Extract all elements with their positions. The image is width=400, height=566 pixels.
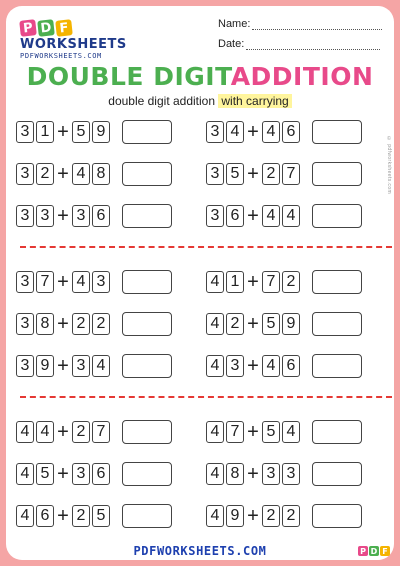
digit-box: 7: [36, 271, 54, 293]
digit-box: 2: [262, 505, 280, 527]
second-addend: [262, 505, 300, 527]
plus-sign: +: [57, 205, 69, 227]
first-addend: [16, 421, 54, 443]
addition-problem: [16, 120, 172, 144]
answer-box[interactable]: [312, 162, 362, 186]
addition-problem: [206, 504, 362, 528]
digit-box: 6: [226, 205, 244, 227]
first-addend: [206, 505, 244, 527]
digit-box: 4: [16, 463, 34, 485]
digit-box: 7: [262, 271, 280, 293]
name-label: Name:: [218, 18, 251, 30]
second-addend: [72, 505, 110, 527]
second-addend: [262, 205, 300, 227]
answer-box[interactable]: [122, 420, 172, 444]
digit-box: 4: [206, 421, 224, 443]
addition-problem: [16, 162, 172, 186]
addition-problem: [16, 312, 172, 336]
second-addend: [72, 121, 110, 143]
footer-site: PDFWORKSHEETS.COM: [133, 544, 267, 558]
plus-sign: +: [247, 163, 259, 185]
plus-sign: +: [57, 271, 69, 293]
answer-box[interactable]: [122, 204, 172, 228]
addition-problem: [206, 354, 362, 378]
addition-problem: [206, 162, 362, 186]
first-addend: [16, 505, 54, 527]
digit-box: 4: [16, 505, 34, 527]
logo-word: WORKSHEETS: [20, 37, 127, 52]
digit-box: 3: [226, 355, 244, 377]
plus-sign: +: [57, 313, 69, 335]
plus-sign: +: [57, 163, 69, 185]
first-addend: [206, 271, 244, 293]
name-line[interactable]: [252, 19, 382, 30]
addition-problem: [206, 270, 362, 294]
digit-box: 6: [282, 121, 300, 143]
second-addend: [72, 163, 110, 185]
digit-box: 6: [36, 505, 54, 527]
digit-box: 4: [72, 163, 90, 185]
addition-problem: [16, 204, 172, 228]
digit-box: 2: [92, 313, 110, 335]
addition-problem: [206, 462, 362, 486]
second-addend: [262, 121, 300, 143]
first-addend: [16, 313, 54, 335]
digit-box: 3: [206, 163, 224, 185]
plus-sign: +: [57, 463, 69, 485]
date-field[interactable]: [218, 38, 380, 50]
name-field[interactable]: [218, 18, 382, 30]
digit-box: 6: [282, 355, 300, 377]
digit-box: 4: [262, 121, 280, 143]
digit-box: 4: [92, 355, 110, 377]
digit-box: 8: [226, 463, 244, 485]
answer-box[interactable]: [312, 120, 362, 144]
answer-box[interactable]: [312, 354, 362, 378]
addition-problem: [206, 204, 362, 228]
answer-box[interactable]: [312, 204, 362, 228]
worksheet-sheet: [6, 6, 394, 560]
digit-box: 2: [72, 421, 90, 443]
addition-problem: [16, 354, 172, 378]
first-addend: [16, 463, 54, 485]
footer-logo-letter-p: P: [358, 546, 368, 556]
digit-box: 6: [92, 463, 110, 485]
digit-box: 2: [282, 505, 300, 527]
plus-sign: +: [247, 271, 259, 293]
plus-sign: +: [247, 505, 259, 527]
digit-box: 3: [36, 205, 54, 227]
pdf-worksheets-logo: [20, 20, 140, 62]
digit-box: 3: [16, 271, 34, 293]
answer-box[interactable]: [312, 270, 362, 294]
plus-sign: +: [57, 121, 69, 143]
answer-box[interactable]: [312, 504, 362, 528]
digit-box: 7: [282, 163, 300, 185]
digit-box: 3: [72, 463, 90, 485]
digit-box: 4: [226, 121, 244, 143]
second-addend: [72, 313, 110, 335]
logo-letter-p: P: [19, 19, 37, 37]
logo-letters: [20, 20, 140, 36]
addition-problem: [206, 312, 362, 336]
answer-box[interactable]: [312, 420, 362, 444]
digit-box: 3: [206, 121, 224, 143]
second-addend: [72, 205, 110, 227]
title-part-1: DOUBLE DIGIT: [26, 62, 231, 91]
digit-box: 4: [282, 205, 300, 227]
digit-box: 5: [226, 163, 244, 185]
digit-box: 4: [206, 505, 224, 527]
answer-box[interactable]: [122, 354, 172, 378]
second-addend: [262, 463, 300, 485]
logo-letter-d: D: [37, 19, 55, 37]
digit-box: 4: [206, 355, 224, 377]
addition-problem: [16, 420, 172, 444]
plus-sign: +: [247, 313, 259, 335]
digit-box: 9: [92, 121, 110, 143]
digit-box: 8: [36, 313, 54, 335]
first-addend: [206, 205, 244, 227]
first-addend: [206, 313, 244, 335]
digit-box: 5: [36, 463, 54, 485]
digit-box: 3: [262, 463, 280, 485]
date-line[interactable]: [246, 39, 380, 50]
plus-sign: +: [247, 463, 259, 485]
second-addend: [72, 355, 110, 377]
digit-box: 5: [92, 505, 110, 527]
subtitle-highlight: with carrying: [218, 94, 291, 108]
first-addend: [206, 355, 244, 377]
digit-box: 1: [36, 121, 54, 143]
digit-box: 2: [262, 163, 280, 185]
digit-box: 4: [206, 271, 224, 293]
plus-sign: +: [247, 121, 259, 143]
digit-box: 2: [36, 163, 54, 185]
digit-box: 2: [282, 271, 300, 293]
logo-site: PDFWORKSHEETS.COM: [20, 52, 102, 60]
digit-box: 9: [36, 355, 54, 377]
digit-box: 3: [16, 355, 34, 377]
second-addend: [72, 271, 110, 293]
digit-box: 3: [16, 205, 34, 227]
first-addend: [16, 121, 54, 143]
second-addend: [72, 421, 110, 443]
answer-box[interactable]: [122, 162, 172, 186]
first-addend: [206, 163, 244, 185]
second-addend: [262, 313, 300, 335]
digit-box: 1: [226, 271, 244, 293]
subtitle: [6, 94, 394, 108]
digit-box: 2: [72, 313, 90, 335]
second-addend: [262, 163, 300, 185]
page-title: [6, 62, 394, 92]
answer-box[interactable]: [312, 312, 362, 336]
second-addend: [262, 421, 300, 443]
digit-box: 2: [226, 313, 244, 335]
digit-box: 5: [72, 121, 90, 143]
footer-logo-letter-f: F: [380, 546, 390, 556]
answer-box[interactable]: [122, 270, 172, 294]
plus-sign: +: [247, 355, 259, 377]
subtitle-text: double digit addition: [108, 94, 216, 108]
digit-box: 4: [206, 463, 224, 485]
plus-sign: +: [247, 205, 259, 227]
digit-box: 7: [226, 421, 244, 443]
digit-box: 9: [282, 313, 300, 335]
answer-box[interactable]: [122, 312, 172, 336]
digit-box: 6: [92, 205, 110, 227]
plus-sign: +: [247, 421, 259, 443]
digit-box: 4: [36, 421, 54, 443]
digit-box: 4: [206, 313, 224, 335]
digit-box: 4: [16, 421, 34, 443]
first-addend: [206, 121, 244, 143]
digit-box: 3: [16, 313, 34, 335]
addition-problem: [16, 504, 172, 528]
answer-box[interactable]: [122, 120, 172, 144]
digit-box: 3: [16, 121, 34, 143]
footer-logo-letter-d: D: [370, 546, 378, 556]
digit-box: 4: [282, 421, 300, 443]
digit-box: 4: [262, 205, 280, 227]
digit-box: 3: [72, 355, 90, 377]
digit-box: 3: [206, 205, 224, 227]
digit-box: 4: [262, 355, 280, 377]
second-addend: [72, 463, 110, 485]
answer-box[interactable]: [122, 462, 172, 486]
first-addend: [16, 355, 54, 377]
digit-box: 9: [226, 505, 244, 527]
answer-box[interactable]: [122, 504, 172, 528]
answer-box[interactable]: [312, 462, 362, 486]
digit-box: 2: [72, 505, 90, 527]
logo-letter-f: F: [55, 19, 73, 37]
side-copyright: © pdfworksheets.com: [386, 136, 392, 195]
footer-logo: [358, 546, 390, 556]
addition-problem: [16, 270, 172, 294]
digit-box: 7: [92, 421, 110, 443]
addition-problem: [16, 462, 172, 486]
digit-box: 3: [282, 463, 300, 485]
section-divider: [20, 246, 392, 248]
digit-box: 3: [16, 163, 34, 185]
digit-box: 3: [92, 271, 110, 293]
first-addend: [16, 271, 54, 293]
second-addend: [262, 271, 300, 293]
digit-box: 5: [262, 421, 280, 443]
second-addend: [262, 355, 300, 377]
first-addend: [16, 163, 54, 185]
first-addend: [16, 205, 54, 227]
section-divider: [20, 396, 392, 398]
digit-box: 4: [72, 271, 90, 293]
addition-problem: [206, 420, 362, 444]
plus-sign: +: [57, 355, 69, 377]
addition-problem: [206, 120, 362, 144]
digit-box: 3: [72, 205, 90, 227]
digit-box: 8: [92, 163, 110, 185]
first-addend: [206, 421, 244, 443]
plus-sign: +: [57, 421, 69, 443]
title-part-2: ADDITION: [230, 62, 374, 91]
date-label: Date:: [218, 38, 245, 50]
digit-box: 5: [262, 313, 280, 335]
plus-sign: +: [57, 505, 69, 527]
first-addend: [206, 463, 244, 485]
